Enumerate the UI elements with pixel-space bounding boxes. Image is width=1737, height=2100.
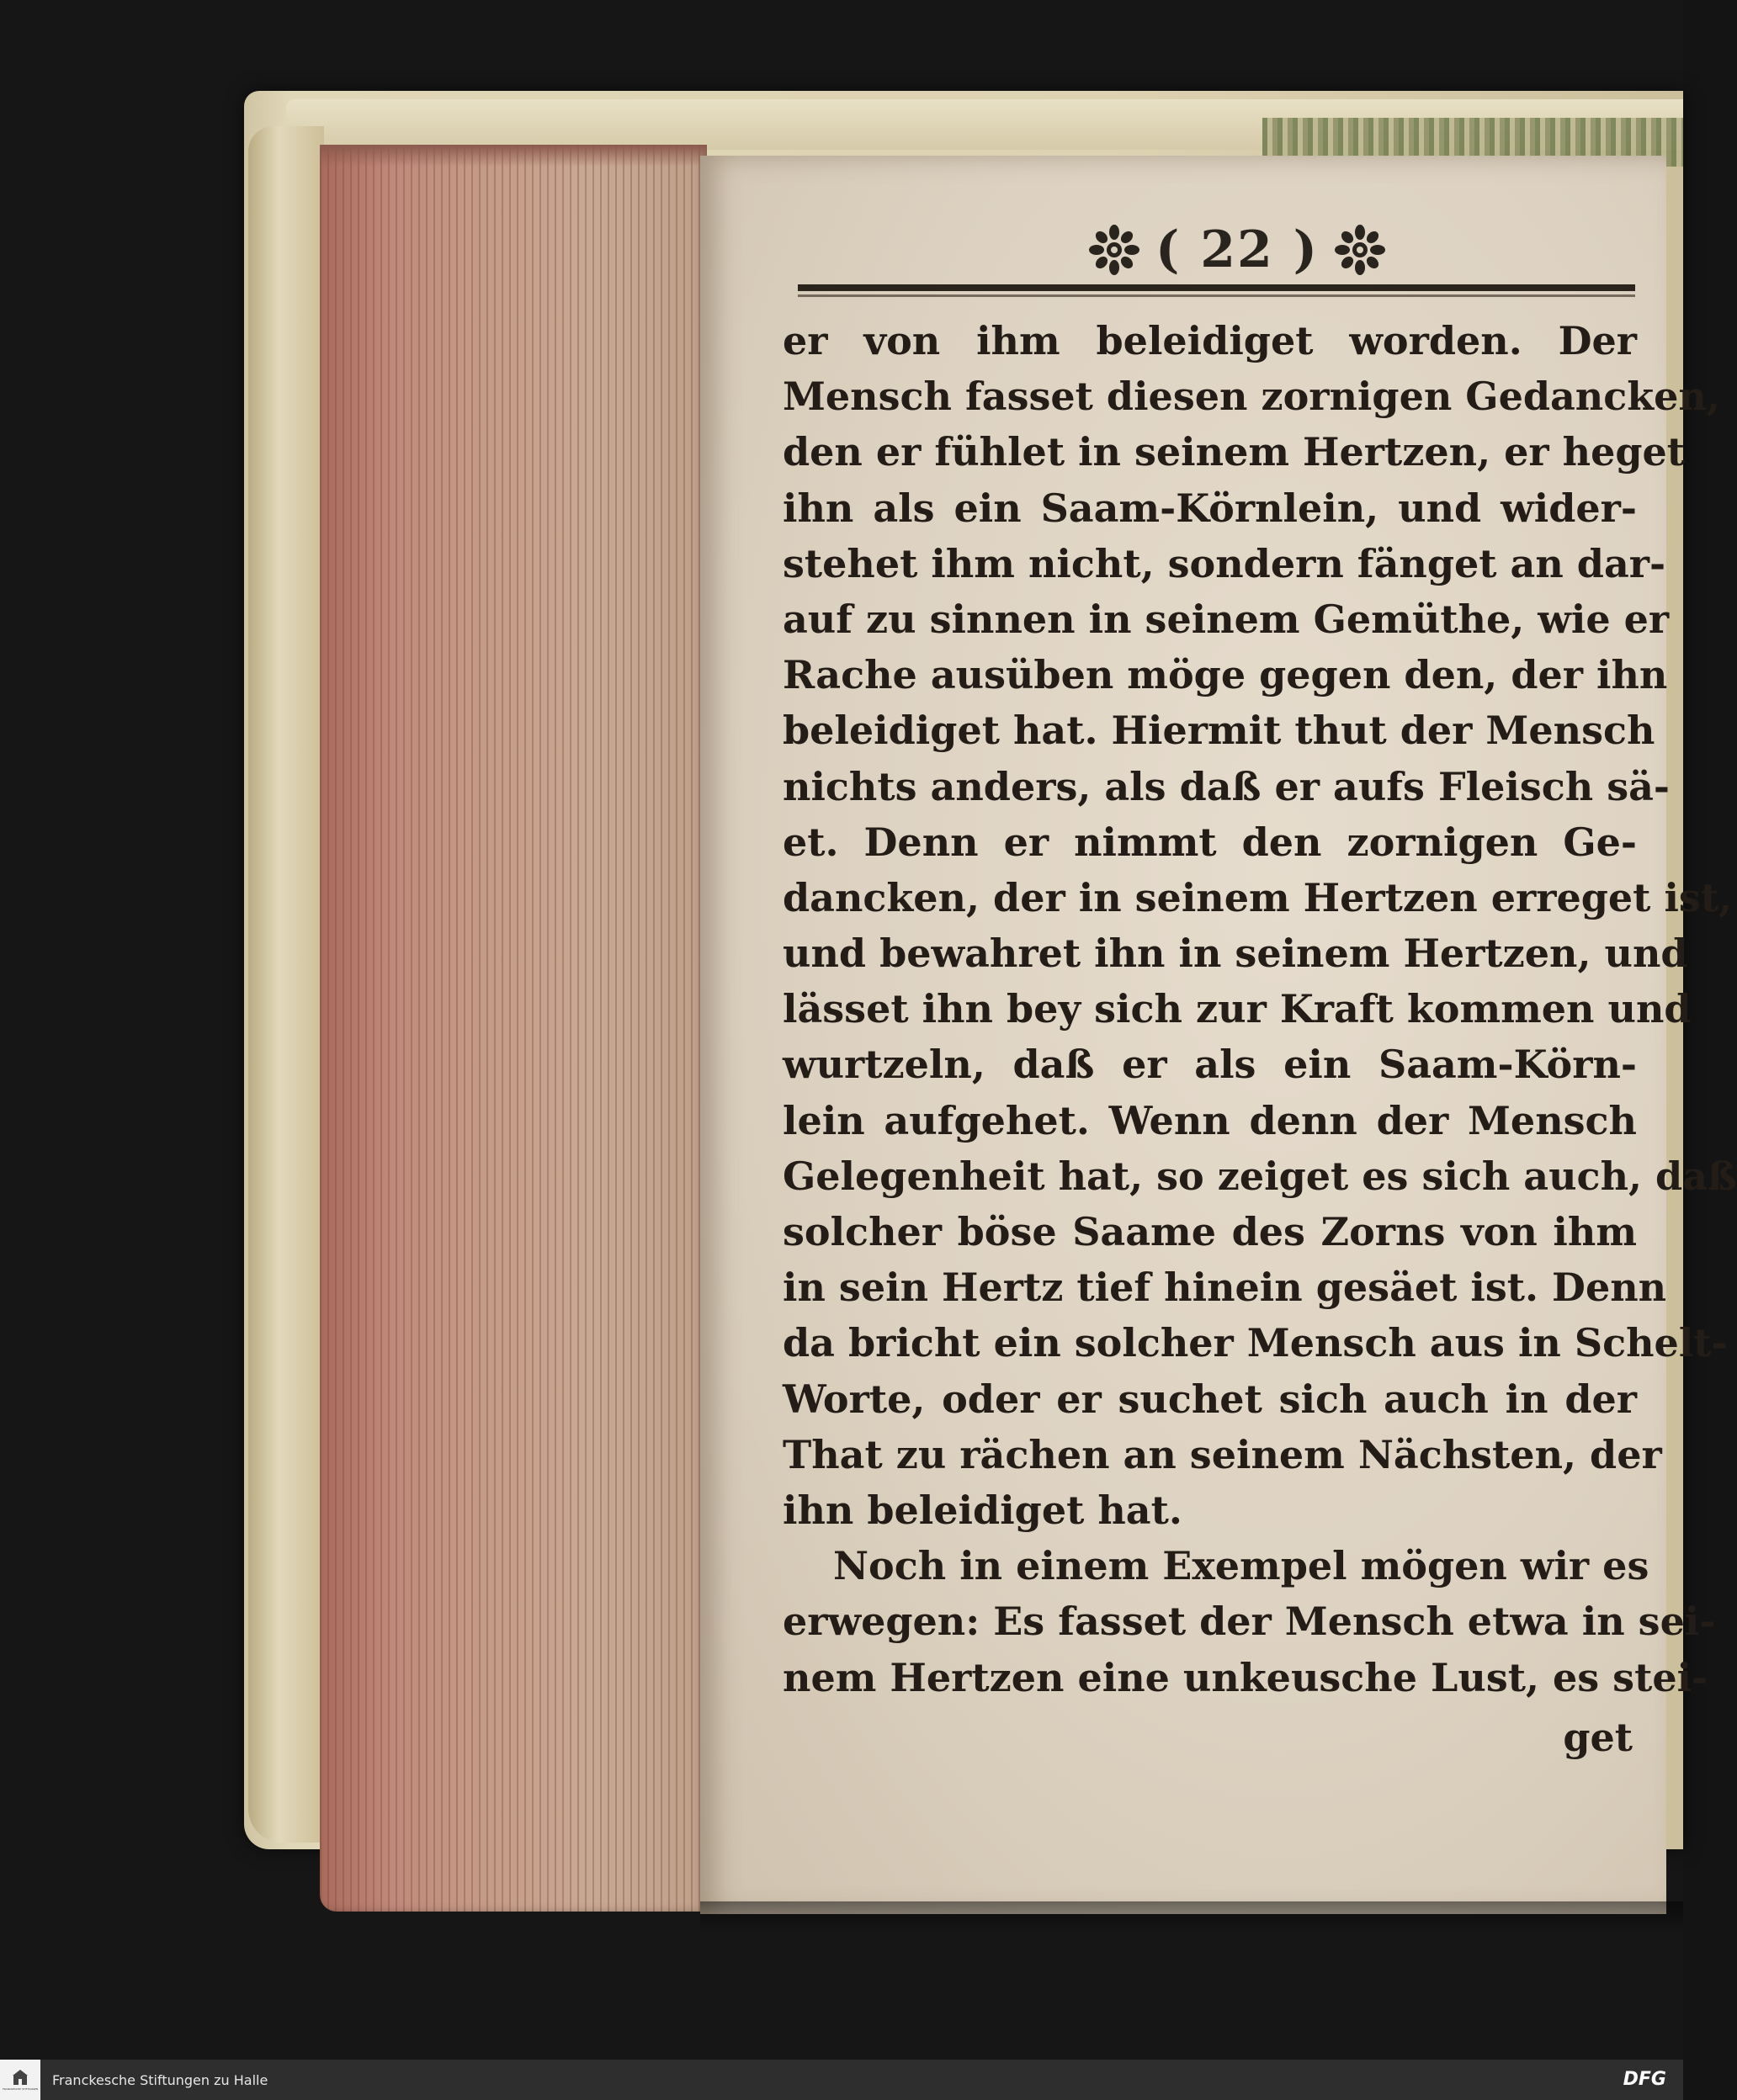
text-line: erwegen: Es fasset der Mensch etwa in sei-	[783, 1599, 1716, 1645]
page-header	[1069, 212, 1405, 288]
text-line: wurtzeln, daß er als ein Saam-Körn-	[783, 1042, 1637, 1088]
text-line: da bricht ein solcher Mensch aus in Schelt-	[783, 1320, 1728, 1366]
text-line: ihn als ein Saam-Körnlein, und wider-	[783, 485, 1637, 531]
text-line: er von ihm beleidiget worden. Der	[783, 318, 1637, 363]
rosette-icon	[1088, 224, 1140, 276]
text-line: nichts anders, als daß er aufs Fleisch sä-	[783, 763, 1671, 809]
text-line: nem Hertzen eine unkeusche Lust, es stei-	[783, 1654, 1708, 1700]
page-shadow	[700, 1901, 1683, 1935]
header-rule-thin	[798, 294, 1635, 297]
header-rule	[798, 284, 1635, 291]
building-icon	[11, 2068, 29, 2087]
logo-caption: FRANCKESCHE STIFTUNGEN	[2, 2087, 39, 2091]
text-line: Worte, oder er suchet sich auch in der	[783, 1376, 1637, 1422]
text-line: stehet ihm nicht, sondern fänget an dar-	[783, 540, 1666, 586]
rosette-icon	[1334, 224, 1386, 276]
institution-name[interactable]: Franckesche Stiftungen zu Halle	[52, 2071, 268, 2088]
text-line: solcher böse Saame des Zorns von ihm	[783, 1209, 1637, 1254]
text-line: lässet ihn bey sich zur Kraft kommen und	[783, 986, 1692, 1032]
viewer-footer	[0, 2060, 1683, 2100]
spine-edge	[248, 126, 324, 1843]
text-line: ihn beleidiget hat.	[783, 1487, 1182, 1533]
text-line: Gelegenheit hat, so zeiget es sich auch, daß	[783, 1153, 1737, 1199]
text-line: beleidiget hat. Hiermit thut der Mensch	[783, 708, 1655, 754]
institution-logo[interactable]	[0, 2060, 40, 2100]
text-line: Mensch fasset diesen zornigen Gedancken,	[783, 374, 1720, 420]
text-line: Noch in einem Exempel mögen wir es	[833, 1543, 1649, 1589]
text-line: dancken, der in seinem Hertzen erreget ist,	[783, 874, 1733, 920]
page-block-fore-edge	[320, 145, 707, 1912]
page-number: ( 22 )	[1155, 220, 1320, 279]
text-line: lein aufgehet. Wenn denn der Mensch	[783, 1097, 1637, 1143]
text-line: Rache ausüben möge gegen den, der ihn	[783, 652, 1668, 698]
text-line: und bewahret ihn in seinem Hertzen, und	[783, 931, 1688, 977]
text-line: That zu rächen an seinem Nächsten, der	[783, 1431, 1662, 1477]
body-text	[783, 313, 1737, 1705]
catchword: get	[1563, 1715, 1633, 1760]
text-line: in sein Hertz tief hinein gesäet ist. Denn	[783, 1265, 1667, 1311]
text-line: et. Denn er nimmt den zornigen Ge-	[783, 819, 1637, 865]
dfg-logo[interactable]: DFG	[1623, 2069, 1666, 2090]
text-line: auf zu sinnen in seinem Gemüthe, wie er	[783, 596, 1670, 642]
text-line: den er fühlet in seinem Hertzen, er heget	[783, 429, 1686, 475]
